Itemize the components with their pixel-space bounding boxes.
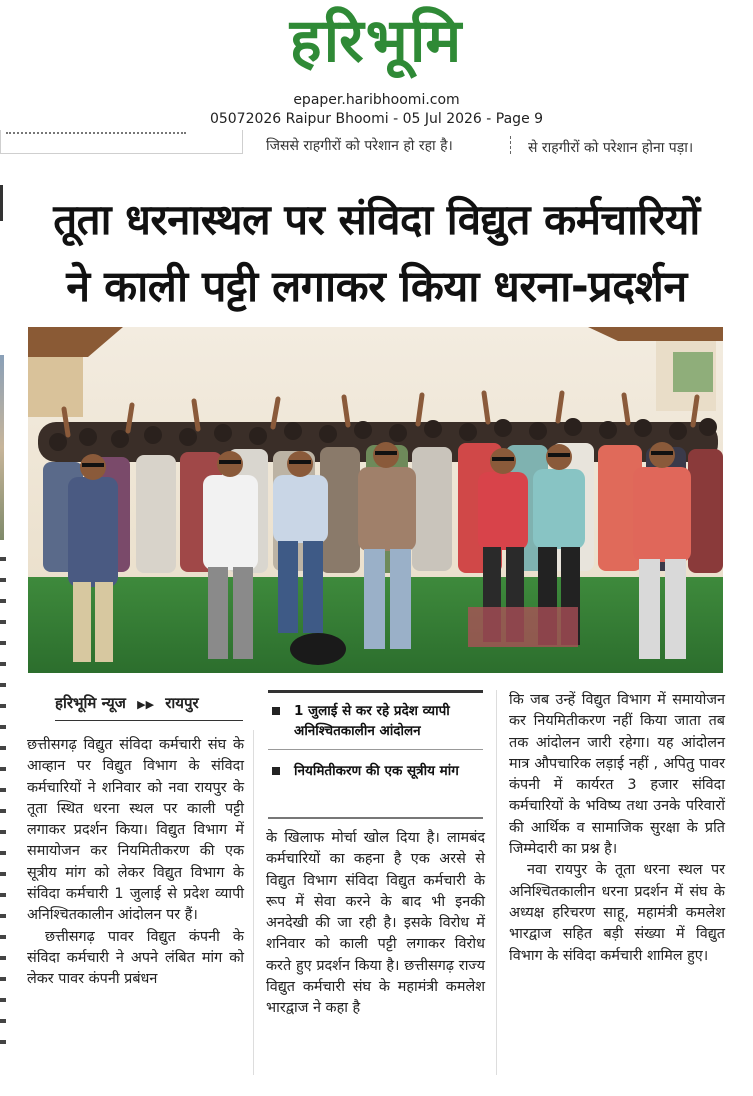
epaper-site: epaper.haribhoomi.com: [293, 92, 460, 108]
highlight-text: नियमितीकरण की एक सूत्रीय मांग: [294, 763, 459, 779]
top-left-fragment-lines: [6, 132, 186, 138]
left-edge-bar: [0, 185, 3, 221]
newspaper-logo: हरिभूमि: [289, 6, 464, 76]
byline-rule: [55, 720, 243, 721]
page-info: 05072026 Raipur Bhoomi - 05 Jul 2026 - Page 9: [209, 111, 544, 127]
article-column-2: [266, 828, 485, 1020]
headline-line-1: तूता धरनास्थल पर संविदा विद्युत कर्मचारियों: [53, 195, 700, 244]
article-column-3: [509, 690, 725, 967]
byline: [55, 693, 245, 719]
headline-line-2: ने काली पट्टी लगाकर किया धरना-प्रदर्शन: [66, 262, 687, 312]
byline-place: रायपुर: [165, 694, 199, 712]
top-snippet-divider: [510, 136, 511, 154]
byline-arrows-icon: ▶▶: [137, 698, 155, 711]
highlights-divider: [268, 749, 483, 750]
highlights-box: [268, 690, 483, 819]
article-paragraph: नवा रायपुर के तूता धरना स्थल पर अनिश्चितकालीन धरना प्रदर्शन में संघ के अध्यक्ष हरिचरण साहू, महामंत्री कमलेश भारद्वाज सहित बड़ी संख्या में विद्युत विभाग के संविदा कर्मचारी शामिल हुए।: [509, 862, 725, 964]
left-edge-text-strip: [0, 545, 6, 1055]
protest-photo-illustration: [28, 327, 723, 673]
article-paragraph: के खिलाफ मोर्चा खोल दिया है। लामबंद कर्मचारियों का कहना है एक अरसे से विद्युत विभाग संविदा विद्युत कर्मचारी के रूप में सेवा करने के बाद भी इनकी अनदेखी की जा रही है। इसके विरोध में शनिवार को काली पट्टी लगाकर विरोध करते हुए प्रदर्शन किया है। छत्तीसगढ़ राज्य विद्युत कर्मचारी संघ के महामंत्री कमलेश भारद्वाज ने कहा है: [266, 830, 485, 1017]
article-column-1: [27, 735, 244, 991]
column-divider: [253, 730, 254, 1075]
bullet-square-icon: [272, 707, 280, 715]
article-paragraph: छत्तीसगढ़ पावर विद्युत कंपनी के संविदा कर्मचारी ने अपने लंबित मांग को लेकर पावर कंपनी प्रबंधन: [27, 928, 244, 988]
protest-photo: [28, 327, 723, 673]
top-middle-snippet: जिससे राहगीरों को परेशान हो रहा है।: [266, 138, 453, 154]
article-paragraph: छत्तीसगढ़ विद्युत संविदा कर्मचारी संघ के आव्हान पर विद्युत विभाग के संविदा कर्मचारियों ने शनिवार को नवा रायपुर के तूता स्थित धरना स्थल पर काली पट्टी लगाकर प्रदर्शन किया। विद्युत विभाग में समायोजन कर नियमितीकरण की एक सूत्रीय मांग को लेकर विद्युत विभाग के संविदा कर्मचारी 1 जुलाई से प्रदेश व्यापी अनिश्चितकालीन आंदोलन पर हैं।: [27, 737, 244, 924]
top-right-snippet: से राहगीरों को परेशान होना पड़ा।: [528, 140, 694, 156]
byline-brand: हरिभूमि न्यूज: [55, 694, 126, 712]
highlight-text: 1 जुलाई से कर रहे प्रदेश व्यापी अनिश्चितकालीन आंदोलन: [294, 703, 450, 739]
bullet-square-icon: [272, 767, 280, 775]
article-paragraph: कि जब उन्हें विद्युत विभाग में समायोजन कर नियमितीकरण नहीं किया जाता तब तक आंदोलन जारी रहेगा। यह आंदोलन मात्र औपचारिक लड़ाई नहीं , अपितु पावर कंपनी में कार्यरत 3 हजार संविदा कर्मचारियों के भविष्य तथा उनके परिवारों की आर्थिक व सामाजिक सुरक्षा के प्रति जिम्मेदारी का प्रश्न है।: [509, 692, 725, 858]
column-divider: [496, 690, 497, 1075]
left-edge-photo-strip: [0, 355, 4, 540]
masthead: [0, 0, 753, 127]
